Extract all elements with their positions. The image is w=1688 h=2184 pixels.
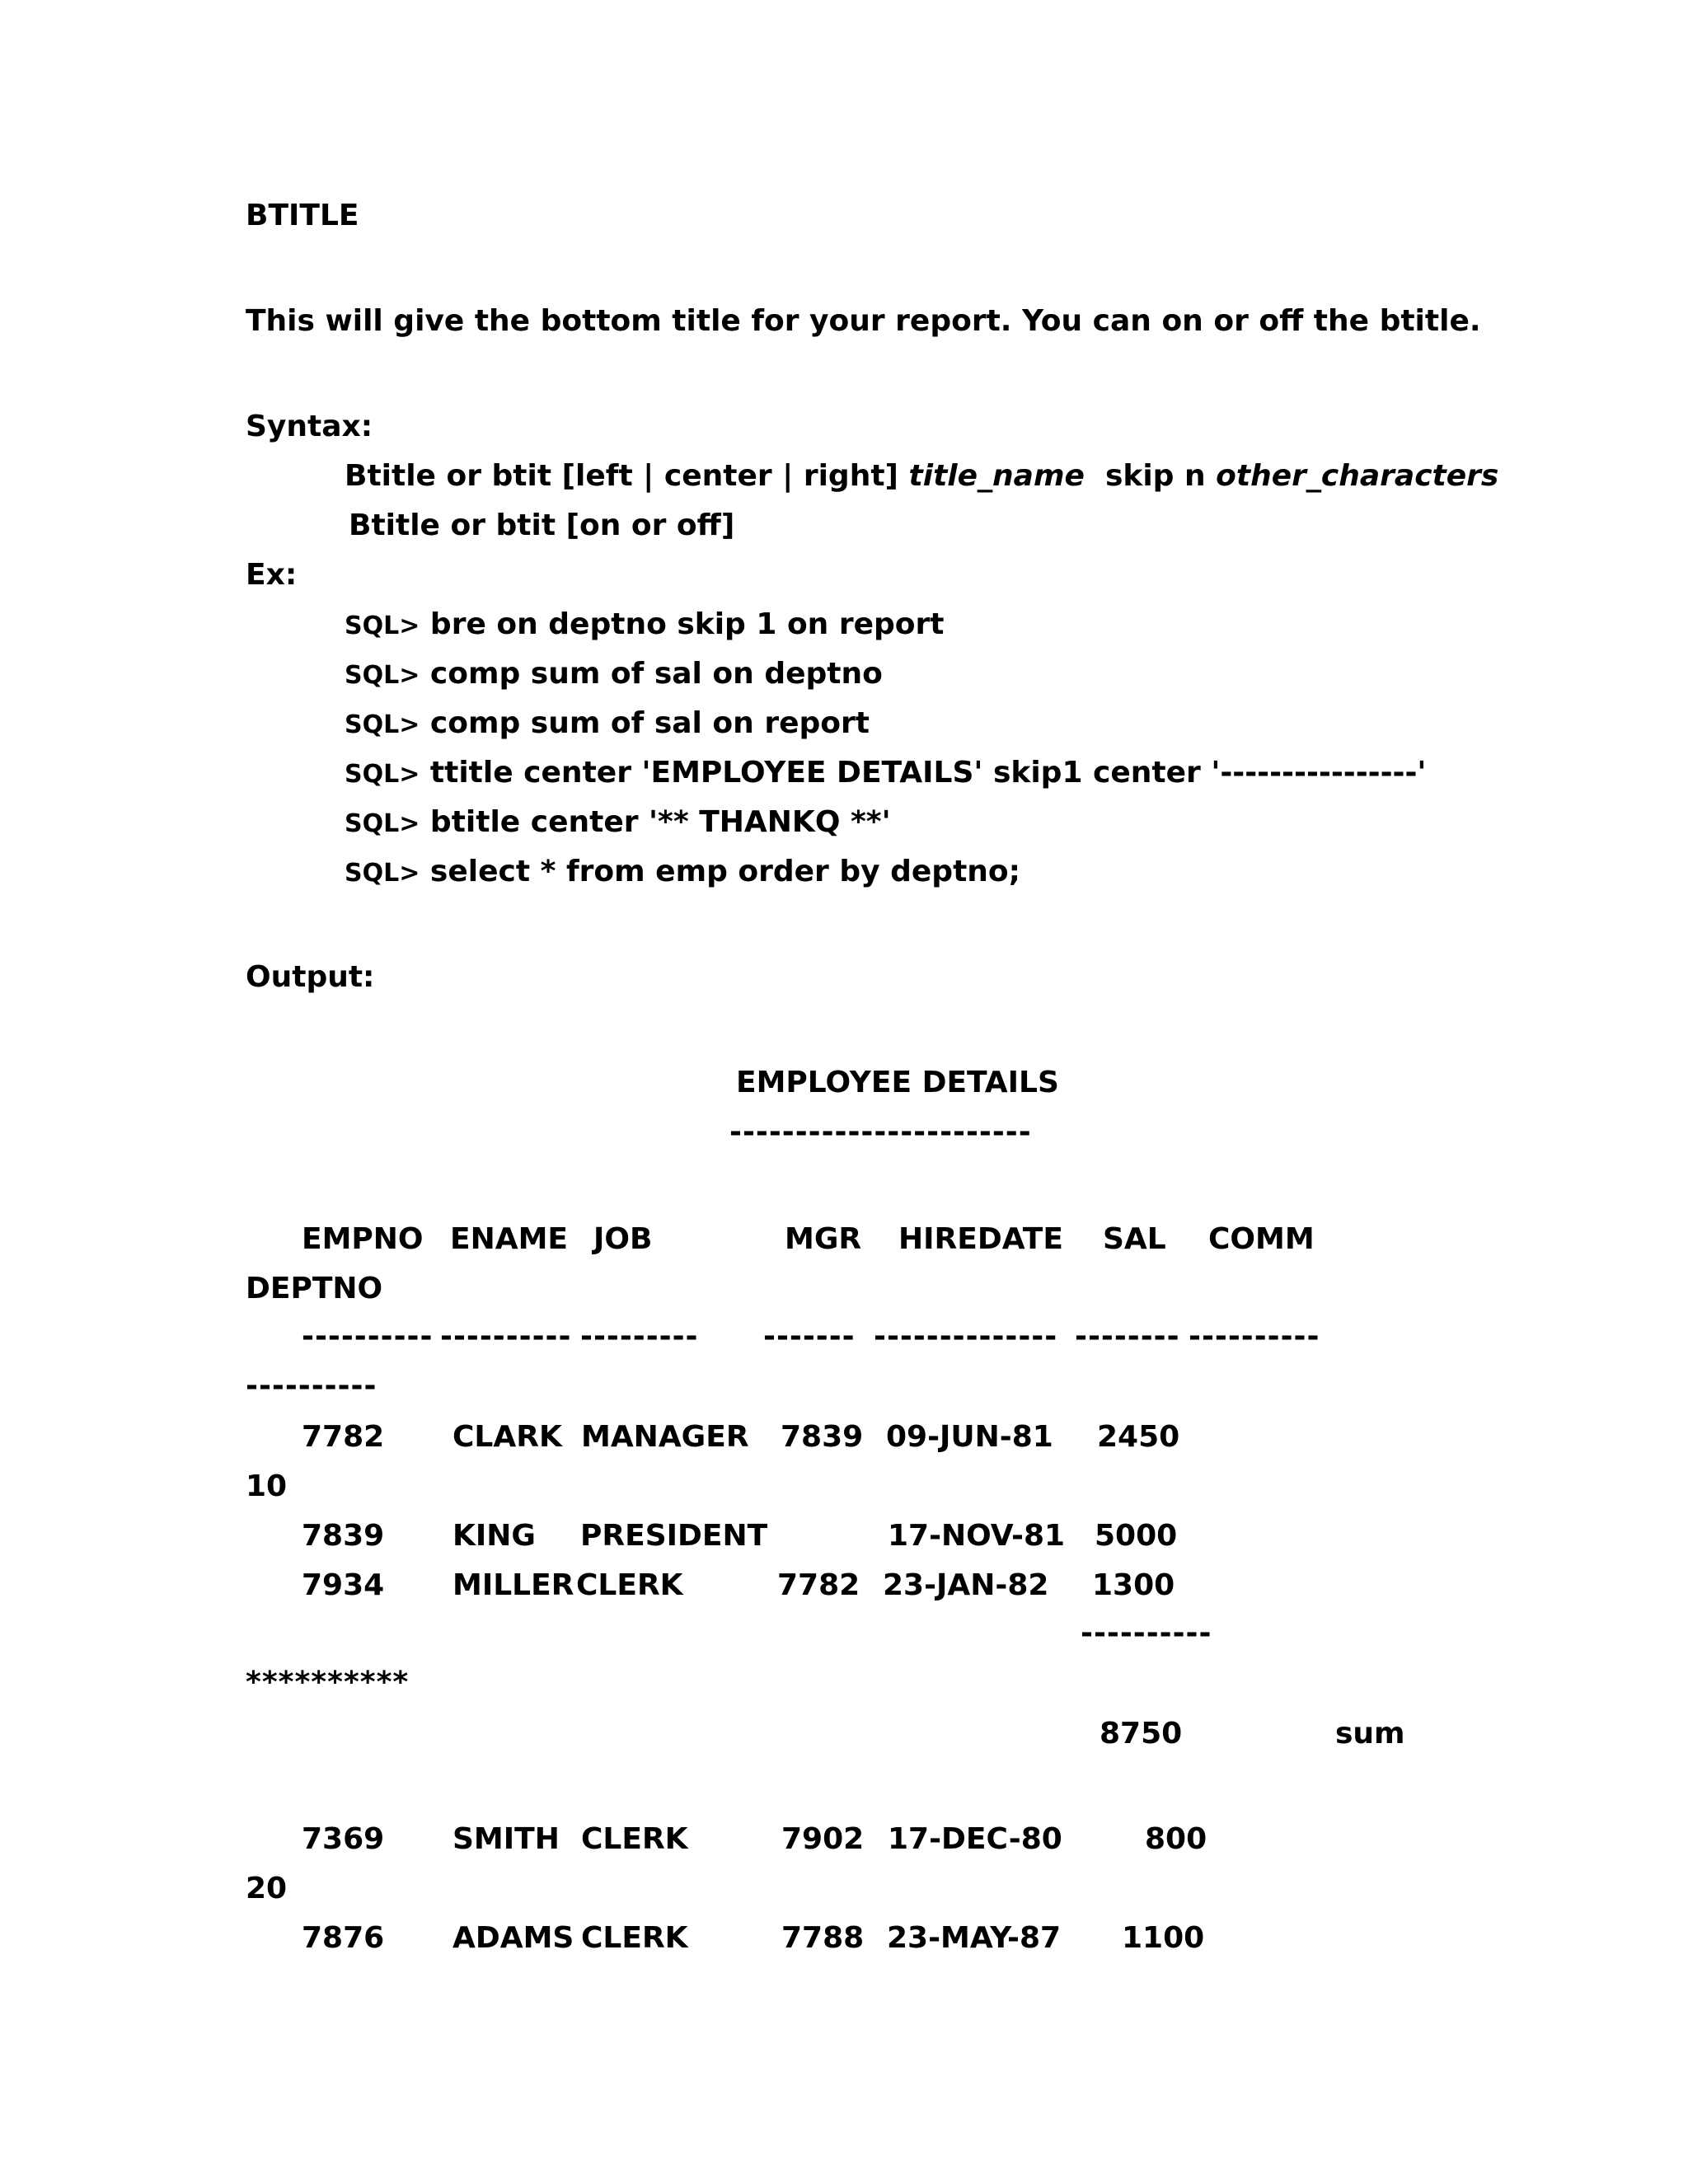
table-row-empno: 7934 xyxy=(302,1568,385,1602)
table-row-mgr: 7782 xyxy=(777,1568,860,1602)
example-command-2 xyxy=(345,659,883,689)
column-separator-empno: ---------- xyxy=(302,1319,434,1353)
table-row-ename: KING xyxy=(452,1519,536,1553)
subtotal-value: 8750 xyxy=(1100,1717,1183,1750)
column-separator-job: --------- xyxy=(580,1319,699,1353)
command-text: ttitle center 'EMPLOYEE DETAILS' skip1 center '----------------' xyxy=(429,756,1427,790)
table-row-job: CLERK xyxy=(576,1568,683,1602)
column-separator-mgr: ------- xyxy=(763,1319,856,1353)
table-row-job: CLERK xyxy=(581,1822,688,1856)
table-row-sal: 1100 xyxy=(1122,1921,1205,1955)
example-command-1 xyxy=(345,607,945,641)
syntax-line-2: Btitle or btit [on or off] xyxy=(349,509,735,542)
output-label: Output: xyxy=(246,960,375,994)
sql-prompt: SQL> xyxy=(345,612,420,640)
table-row-hiredate: 23-MAY-87 xyxy=(887,1921,1062,1955)
section-heading: BTITLE xyxy=(246,199,359,232)
table-row-hiredate: 23-JAN-82 xyxy=(883,1568,1049,1602)
sql-prompt: SQL> xyxy=(345,661,420,690)
table-row-empno: 7782 xyxy=(302,1420,385,1454)
table-row-sal: 5000 xyxy=(1095,1519,1178,1553)
table-row-ename: MILLER xyxy=(452,1568,574,1602)
table-row-job: CLERK xyxy=(581,1921,688,1955)
example-label: Ex: xyxy=(246,558,298,592)
column-header-ename: ENAME xyxy=(450,1222,568,1256)
column-header-deptno: DEPTNO xyxy=(246,1272,383,1305)
table-row-job: MANAGER xyxy=(581,1420,749,1454)
table-row-empno: 7839 xyxy=(302,1519,385,1553)
column-header-sal: SAL xyxy=(1103,1222,1166,1256)
example-command-5 xyxy=(345,805,891,839)
column-header-job: JOB xyxy=(593,1222,653,1256)
report-title: EMPLOYEE DETAILS xyxy=(736,1066,1059,1099)
table-row-sal: 800 xyxy=(1145,1822,1207,1856)
command-text: btitle center '** THANKQ **' xyxy=(429,805,891,839)
table-row-sal: 2450 xyxy=(1097,1420,1180,1454)
subtotal-label: sum xyxy=(1335,1717,1405,1750)
table-row-sal: 1300 xyxy=(1092,1568,1175,1602)
column-header-mgr: MGR xyxy=(785,1222,862,1256)
table-row-mgr: 7788 xyxy=(781,1921,865,1955)
syntax-label: Syntax: xyxy=(246,410,373,443)
command-text: comp sum of sal on deptno xyxy=(429,657,883,691)
table-row-job: PRESIDENT xyxy=(580,1519,768,1553)
example-command-3 xyxy=(345,706,870,740)
table-row-ename: SMITH xyxy=(452,1822,560,1856)
sql-prompt: SQL> xyxy=(345,859,420,888)
command-text: bre on deptno skip 1 on report xyxy=(429,607,945,641)
column-header-hiredate: HIREDATE xyxy=(898,1222,1063,1256)
table-row-ename: CLARK xyxy=(452,1420,562,1454)
example-command-4 xyxy=(345,758,1426,788)
column-separator-ename: ---------- xyxy=(440,1319,572,1353)
syntax-middle: skip n xyxy=(1084,459,1217,493)
syntax-prefix: Btitle or btit [left | center | right] xyxy=(345,459,909,493)
table-row-hiredate: 17-NOV-81 xyxy=(888,1519,1066,1553)
sql-prompt: SQL> xyxy=(345,710,420,739)
command-text: comp sum of sal on report xyxy=(429,706,870,740)
command-text: select * from emp order by deptno; xyxy=(429,855,1021,888)
syntax-line-1 xyxy=(345,459,1499,493)
sql-prompt: SQL> xyxy=(345,809,420,838)
sql-prompt: SQL> xyxy=(345,760,420,789)
column-separator-comm: ---------- xyxy=(1189,1319,1320,1353)
subtotal-dashes: ---------- xyxy=(1081,1616,1212,1650)
table-row-ename: ADAMS xyxy=(452,1921,574,1955)
table-row-hiredate: 17-DEC-80 xyxy=(888,1822,1062,1856)
table-row-mgr: 7839 xyxy=(781,1420,864,1454)
break-marker: ********** xyxy=(246,1666,410,1699)
table-row-deptno: 20 xyxy=(246,1872,288,1905)
syntax-title-name: title_name xyxy=(908,459,1085,493)
table-row-hiredate: 09-JUN-81 xyxy=(886,1420,1053,1454)
report-title-underline: ----------------------- xyxy=(729,1115,1032,1149)
column-separator-deptno: ---------- xyxy=(246,1369,377,1403)
column-header-empno: EMPNO xyxy=(302,1222,424,1256)
table-row-empno: 7876 xyxy=(302,1921,385,1955)
table-row-deptno: 10 xyxy=(246,1469,288,1503)
column-separator-sal: -------- xyxy=(1075,1319,1180,1353)
table-row-empno: 7369 xyxy=(302,1822,385,1856)
syntax-other-characters: other_characters xyxy=(1216,459,1499,493)
column-header-comm: COMM xyxy=(1208,1222,1315,1256)
table-row-mgr: 7902 xyxy=(781,1822,865,1856)
example-command-6 xyxy=(345,857,1020,887)
section-description: This will give the bottom title for your report. You can on or off the btitle. xyxy=(246,304,1481,338)
column-separator-hiredate: -------------- xyxy=(874,1319,1058,1353)
